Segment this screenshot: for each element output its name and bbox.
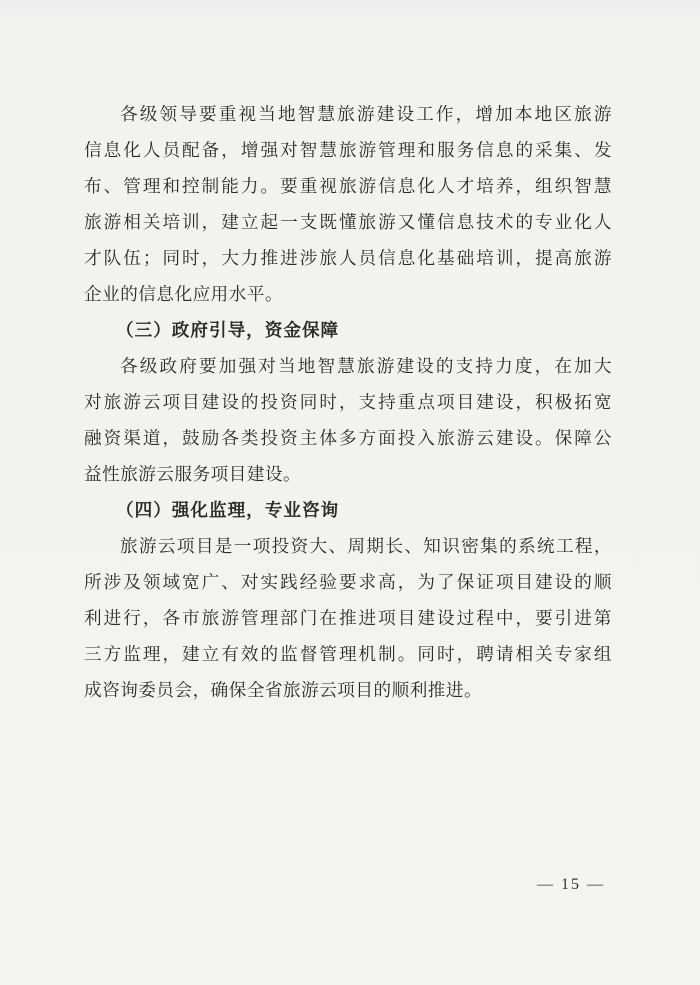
paragraph-line: 对旅游云项目建设的投资同时，支持重点项目建设，积极拓宽 bbox=[84, 393, 612, 413]
paragraph-line: 各级领导要重视当地智慧旅游建设工作，增加本地区旅游 bbox=[120, 105, 612, 125]
paragraph-line: 企业的信息化应用水平。 bbox=[84, 285, 284, 305]
paragraph-line: 布、管理和控制能力。要重视旅游信息化人才培养，组织智慧 bbox=[84, 177, 612, 197]
paragraph-line: 旅游相关培训，建立起一支既懂旅游又懂信息技术的专业化人 bbox=[84, 213, 612, 233]
paragraph-line: 成咨询委员会，确保全省旅游云项目的顺利推进。 bbox=[84, 681, 483, 701]
paragraph-line: 利进行，各市旅游管理部门在推进项目建设过程中，要引进第 bbox=[84, 609, 612, 629]
page-number: — 15 — bbox=[537, 876, 605, 893]
paragraph-line: 融资渠道，鼓励各类投资主体多方面投入旅游云建设。保障公 bbox=[84, 429, 612, 449]
paragraph-line: 益性旅游云服务项目建设。 bbox=[84, 465, 302, 485]
paragraph-line: 才队伍；同时，大力推进涉旅人员信息化基础培训，提高旅游 bbox=[84, 249, 612, 269]
paragraph-line: 旅游云项目是一项投资大、周期长、知识密集的系统工程， bbox=[120, 537, 612, 557]
document-body bbox=[84, 97, 612, 709]
section-heading: （三）政府引导，资金保障 bbox=[116, 321, 340, 341]
paragraph-line: 所涉及领域宽广、对实践经验要求高，为了保证项目建设的顺 bbox=[84, 573, 612, 593]
section-heading: （四）强化监理，专业咨询 bbox=[116, 501, 340, 521]
paragraph-line: 三方监理，建立有效的监督管理机制。同时，聘请相关专家组 bbox=[84, 645, 612, 665]
paragraph-line: 信息化人员配备，增强对智慧旅游管理和服务信息的采集、发 bbox=[84, 141, 612, 161]
paragraph-line: 各级政府要加强对当地智慧旅游建设的支持力度，在加大 bbox=[120, 357, 612, 377]
